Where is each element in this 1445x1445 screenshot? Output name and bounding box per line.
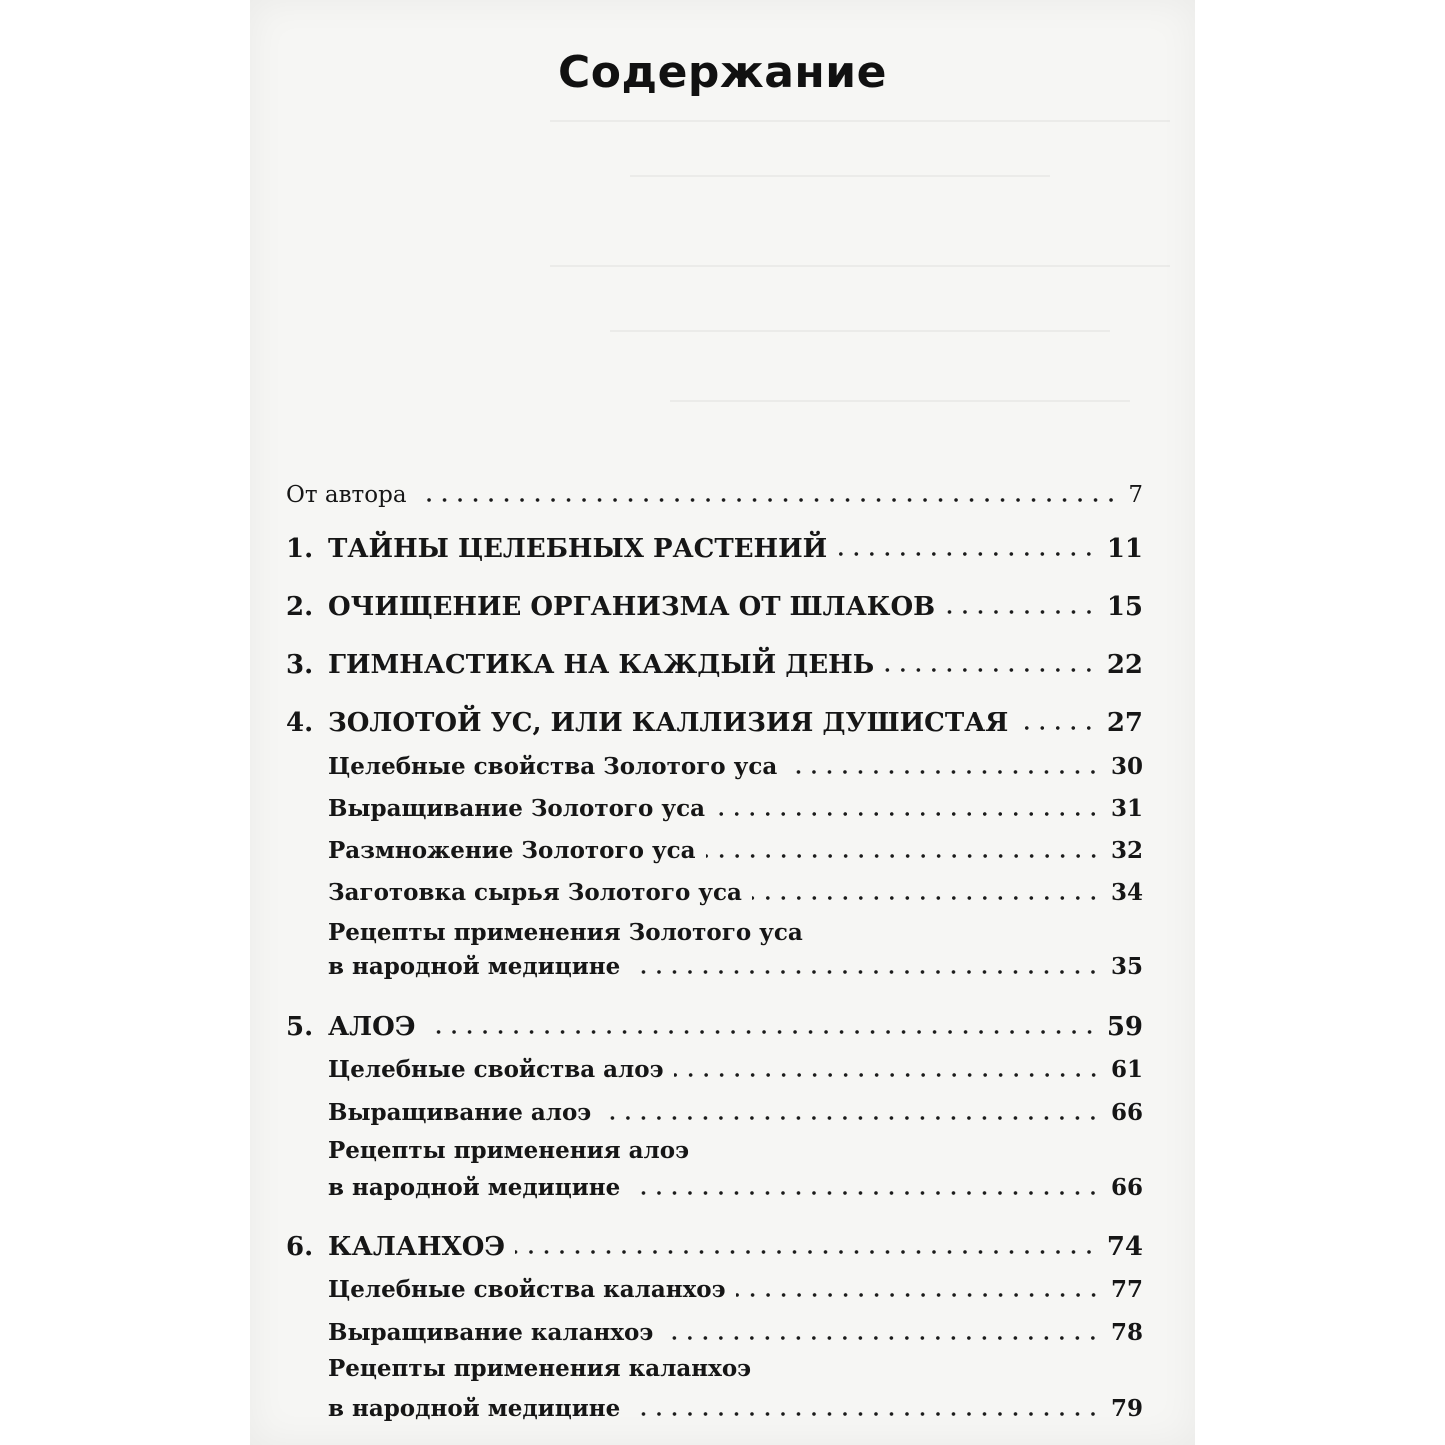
toc-section[interactable] [250, 1316, 1195, 1350]
toc-section[interactable] [250, 1053, 1195, 1087]
chapter-number: 2. [286, 592, 314, 622]
chapter-title: ТАЙНЫ ЦЕЛЕБНЫХ РАСТЕНИЙ [328, 534, 828, 564]
book-page [250, 0, 1195, 1445]
section-title: Целебные свойства каланхоэ [328, 1276, 726, 1303]
leader-dots [752, 896, 1101, 900]
toc-section[interactable] [250, 834, 1195, 868]
leader-dots [674, 1073, 1101, 1077]
toc-section[interactable] [250, 1171, 1195, 1205]
leader-dots [515, 1250, 1097, 1254]
section-title-line2: в народной медицине [328, 953, 621, 980]
section-page: 35 [1110, 953, 1143, 980]
chapter-number: 3. [286, 650, 314, 680]
section-page: 30 [1110, 753, 1143, 780]
leader-dots [601, 1116, 1101, 1120]
leader-dots [426, 1030, 1097, 1034]
section-page: 79 [1110, 1395, 1143, 1422]
page-title: Содержание [558, 47, 887, 99]
section-title-line1: Рецепты применения алоэ [328, 1137, 690, 1164]
chapter-page: 15 [1106, 592, 1143, 622]
section-title: Целебные свойства Золотого уса [328, 753, 778, 780]
leader-dots [736, 1293, 1101, 1297]
leader-dots [630, 1191, 1101, 1195]
chapter-title: ГИМНАСТИКА НА КАЖДЫЙ ДЕНЬ [328, 650, 875, 680]
leader-dots [706, 854, 1101, 858]
chapter-number: 1. [286, 534, 314, 564]
toc-section[interactable] [250, 1273, 1195, 1307]
table-of-contents [250, 0, 1195, 1445]
section-title: Выращивание каланхоэ [328, 1319, 654, 1346]
toc-entry-intro[interactable] [250, 478, 1195, 512]
toc-section[interactable] [250, 950, 1195, 984]
section-title-line1: Рецепты применения Золотого уса [328, 919, 803, 946]
chapter-page: 22 [1106, 650, 1143, 680]
chapter-title: ЗОЛОТОЙ УС, ИЛИ КАЛЛИЗИЯ ДУШИСТАЯ [328, 708, 1009, 738]
chapter-title: АЛОЭ [328, 1012, 416, 1042]
entry-title: От автора [286, 482, 407, 508]
toc-chapter-1[interactable] [250, 532, 1195, 566]
toc-chapter-2[interactable] [250, 590, 1195, 624]
section-page: 66 [1110, 1099, 1143, 1126]
leader-dots [630, 1412, 1101, 1416]
toc-section[interactable] [250, 1392, 1195, 1426]
chapter-number: 4. [286, 708, 314, 738]
section-page: 34 [1110, 879, 1143, 906]
toc-section[interactable] [250, 792, 1195, 826]
toc-section[interactable] [250, 1096, 1195, 1130]
leader-dots [715, 812, 1101, 816]
leader-dots [1018, 726, 1097, 730]
section-page: 31 [1110, 795, 1143, 822]
toc-chapter-5[interactable] [250, 1010, 1195, 1044]
chapter-number: 5. [286, 1012, 314, 1042]
section-page: 61 [1110, 1056, 1143, 1083]
chapter-page: 27 [1106, 708, 1143, 738]
leader-dots [837, 552, 1097, 556]
section-title-line2: в народной медицине [328, 1174, 621, 1201]
leader-dots [417, 498, 1119, 502]
entry-page: 7 [1128, 482, 1143, 508]
toc-section[interactable] [250, 750, 1195, 784]
toc-chapter-6[interactable] [250, 1230, 1195, 1264]
leader-dots [884, 668, 1097, 672]
chapter-title: ОЧИЩЕНИЕ ОРГАНИЗМА ОТ ШЛАКОВ [328, 592, 936, 622]
chapter-page: 59 [1106, 1012, 1143, 1042]
leader-dots [630, 970, 1101, 974]
toc-chapter-3[interactable] [250, 648, 1195, 682]
leader-dots [787, 770, 1101, 774]
section-title-line1: Рецепты применения каланхоэ [328, 1355, 752, 1382]
chapter-number: 6. [286, 1232, 314, 1262]
section-title: Выращивание алоэ [328, 1099, 592, 1126]
chapter-title: КАЛАНХОЭ [328, 1232, 506, 1262]
chapter-page: 11 [1106, 534, 1143, 564]
section-page: 78 [1110, 1319, 1143, 1346]
leader-dots [663, 1336, 1101, 1340]
section-title-line2: в народной медицине [328, 1395, 621, 1422]
section-title: Выращивание Золотого уса [328, 795, 705, 822]
section-title: Заготовка сырья Золотого уса [328, 879, 742, 906]
section-title: Размножение Золотого уса [328, 837, 696, 864]
chapter-page: 74 [1106, 1232, 1143, 1262]
section-page: 77 [1110, 1276, 1143, 1303]
section-page: 32 [1110, 837, 1143, 864]
leader-dots [945, 610, 1097, 614]
toc-section[interactable] [250, 876, 1195, 910]
section-page: 66 [1110, 1174, 1143, 1201]
section-title: Целебные свойства алоэ [328, 1056, 664, 1083]
toc-chapter-4[interactable] [250, 706, 1195, 740]
